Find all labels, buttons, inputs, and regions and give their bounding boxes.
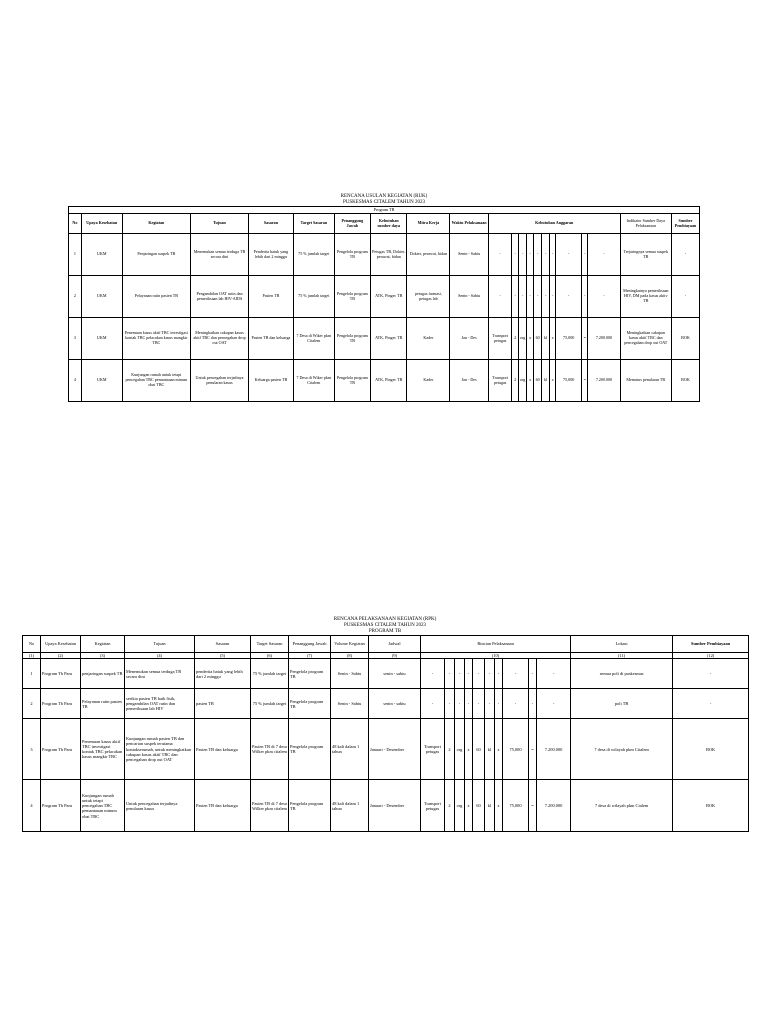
cell-rincian: - — [529, 689, 537, 719]
ruk-header-cell: Upaya Kesehatan — [81, 214, 122, 234]
cell-rincian: x — [465, 719, 473, 780]
cell-sumber-daya: ATK, Pingec TB — [371, 360, 407, 402]
cell-rincian: org — [455, 719, 465, 780]
cell-indikator: Meningkatnya pemeriksaan HIV, DM pada kasus aktiv TB — [620, 276, 671, 318]
rpk-header-cell: No — [23, 636, 41, 653]
ruk-header-cell: Penanggung Jawab — [334, 214, 370, 234]
cell-pj: Pengelola program TB — [334, 276, 370, 318]
column-number: (1) — [23, 653, 41, 659]
ruk-header-row — [69, 214, 700, 234]
table-row — [23, 780, 749, 832]
cell-volume: 48 kali dalam 1 tahun — [331, 780, 369, 832]
rpk-header-cell: Kegiatan — [81, 636, 125, 653]
cell-pj: Pengelola program TB — [289, 780, 331, 832]
ruk-header-cell: Sasaran — [248, 214, 293, 234]
ruk-header-cell: No — [69, 214, 82, 234]
cell-pembiayaan: BOK — [671, 360, 699, 402]
rpk-header-cell: Penanggung Jawab — [289, 636, 331, 653]
rpk-header-cell: Sasaran — [195, 636, 251, 653]
cell-rincian: 7.200.000 — [537, 780, 571, 832]
cell-kegiatan: Penemuan kasus aktif TBC investigasi kontak TBC pelacakan kasus mangkir TBC — [81, 719, 125, 780]
cell-rincian: - — [503, 659, 529, 689]
ruk-header-cell: Mitra Kerja — [407, 214, 450, 234]
cell-lokasi: 7 desa di wilayah pkm Cialem — [571, 780, 673, 832]
cell-rincian: 60 — [473, 719, 485, 780]
table-row — [69, 276, 700, 318]
cell-rincian: - — [421, 689, 445, 719]
cell-rincian: org — [455, 780, 465, 832]
cell-sumber-daya: ATK, Pingec TB — [371, 318, 407, 360]
rpk-header-cell: Lokasi — [571, 636, 673, 653]
cell-anggaran: - — [556, 276, 582, 318]
cell-jadwal: Januari - Desember — [369, 780, 421, 832]
cell-anggaran: - — [588, 234, 620, 276]
cell-anggaran: 75,000 — [556, 318, 582, 360]
cell-anggaran: - — [549, 276, 555, 318]
cell-anggaran: - — [582, 276, 588, 318]
cell-pembiayaan: BOK — [673, 780, 749, 832]
cell-rincian: = — [529, 719, 537, 780]
column-number: (12) — [673, 653, 749, 659]
cell-rincian: 7.200.000 — [537, 719, 571, 780]
cell-anggaran: x — [527, 318, 533, 360]
cell-upaya: UKM — [81, 360, 122, 402]
cell-rincian: 2 — [445, 719, 455, 780]
cell-target: 75 % jumlah target — [251, 689, 289, 719]
cell-kegiatan: Kunjungan rumah untuk tetapi pencegahan TBC pemantauan minum obat TBC — [81, 780, 125, 832]
column-number: (4) — [125, 653, 195, 659]
cell-anggaran: - — [488, 234, 512, 276]
rpk-header-cell: Volume Kegiatan — [331, 636, 369, 653]
cell-anggaran: - — [512, 276, 518, 318]
cell-upaya: Program Tb Paru — [41, 689, 81, 719]
cell-mitra: Kader — [407, 318, 450, 360]
cell-target: Pasien TB di 7 desa Wilker pkm citalem — [251, 780, 289, 832]
cell-anggaran: 60 — [533, 360, 542, 402]
cell-sasaran: Keluarga pasien TB — [248, 360, 293, 402]
cell-rincian: - — [485, 689, 495, 719]
cell-pj: Pengelola program TB — [289, 719, 331, 780]
cell-kegiatan: penjaringan suspek TB — [81, 659, 125, 689]
cell-no: 3 — [23, 719, 41, 780]
cell-anggaran: Transport petugas — [488, 318, 512, 360]
cell-anggaran: Transport petugas — [488, 360, 512, 402]
cell-rincian: - — [455, 689, 465, 719]
column-number: (6) — [251, 653, 289, 659]
cell-waktu: Senin - Sabtu — [450, 234, 489, 276]
cell-pj: Pengelola program TB — [289, 689, 331, 719]
cell-sumber-daya: Petugas TB, Dokter, perawat, bidan — [371, 234, 407, 276]
column-number: (7) — [289, 653, 331, 659]
cell-sasaran: Pasien TB dan keluarga — [248, 318, 293, 360]
cell-target: 75 % jumlah target — [251, 659, 289, 689]
cell-kegiatan: Kunjungan rumah untuk tetapi pencegahan TBC pemantauan minum obat TBC — [122, 360, 191, 402]
cell-anggaran: = — [582, 360, 588, 402]
cell-tujuan: Pengambilan OAT rutin dan pemeriksaan lab HIV-AIDS — [191, 276, 249, 318]
cell-anggaran: 7.200.000 — [588, 318, 620, 360]
cell-anggaran: - — [518, 234, 527, 276]
cell-waktu: Jan - Des — [450, 360, 489, 402]
cell-rincian: - — [421, 659, 445, 689]
column-number: (9) — [369, 653, 421, 659]
cell-no: 3 — [69, 318, 82, 360]
rpk-program-label: PROGRAM TB — [368, 629, 402, 634]
cell-rincian: - — [537, 689, 571, 719]
cell-anggaran: - — [533, 234, 542, 276]
cell-kegiatan: Pelayanan rutin pasien TB — [81, 689, 125, 719]
rpk-header-cell: Upaya Kesehatan — [41, 636, 81, 653]
cell-no: 4 — [23, 780, 41, 832]
rpk-header-cell: Tujuan — [125, 636, 195, 653]
cell-target: 7 Desa di Wiker pkm Citalem — [293, 360, 334, 402]
cell-pembiayaan: - — [671, 234, 699, 276]
cell-anggaran: x — [527, 360, 533, 402]
cell-anggaran: kl — [542, 318, 549, 360]
column-number: (10) — [421, 653, 571, 659]
rpk-subtitle: PUSKESMAS CITALEM TAHUN 2023 — [343, 623, 427, 628]
cell-upaya: Program Tb Paru — [41, 659, 81, 689]
cell-sasaran: pasien TB — [195, 689, 251, 719]
ruk-header-cell: Sumber Pembiayaan — [671, 214, 699, 234]
cell-target: 7 Desa di Wiker pkm Citalem — [293, 318, 334, 360]
cell-pembiayaan: - — [673, 659, 749, 689]
cell-pembiayaan: - — [673, 689, 749, 719]
cell-upaya: UKM — [81, 276, 122, 318]
cell-rincian: kl — [485, 780, 495, 832]
column-number: (3) — [81, 653, 125, 659]
column-number: (2) — [41, 653, 81, 659]
cell-rincian: - — [465, 659, 473, 689]
table-row — [23, 659, 749, 689]
cell-no: 2 — [69, 276, 82, 318]
cell-anggaran: - — [533, 276, 542, 318]
cell-waktu: Senin - Sabtu — [450, 276, 489, 318]
cell-no: 4 — [69, 360, 82, 402]
cell-anggaran: - — [549, 234, 555, 276]
cell-volume: Senin - Sabtu — [331, 659, 369, 689]
cell-kegiatan: Pelayanan rutin pasien TB — [122, 276, 191, 318]
table-row — [23, 719, 749, 780]
rpk-title: RENCANA PELAKSANAAN KEGIATAN (RPK) — [333, 617, 437, 622]
cell-indikator: Memutus penularan TB — [620, 360, 671, 402]
cell-volume: Senin - Sabtu — [331, 689, 369, 719]
cell-tujuan: Untuk pencegahan terjadinya penularan kasus — [191, 360, 249, 402]
rpk-header-row — [23, 636, 749, 653]
cell-lokasi: semua poli di puskesmas — [571, 659, 673, 689]
cell-mitra: Dokter, perawat, bidan — [407, 234, 450, 276]
cell-volume: 48 kali dalam 1 tahun — [331, 719, 369, 780]
cell-rincian: - — [503, 689, 529, 719]
cell-kegiatan: Penemuan kasus aktif TBC investigasi kontak TBC pelacakan kasus mangkir TBC — [122, 318, 191, 360]
cell-rincian: x — [495, 719, 503, 780]
cell-rincian: - — [495, 659, 503, 689]
cell-pj: Pengelola program TB — [334, 360, 370, 402]
cell-target: Pasien TB di 7 desa Wilker pkm citalem — [251, 719, 289, 780]
cell-tujuan: Kunjungan rumah pasien TB dan pencarian suspek terutama kontakserumah, untuk meningkatkan cakupan kasus aktif TBC dan pencegahan drop out OAT — [125, 719, 195, 780]
cell-pj: Pengelola program TB — [334, 318, 370, 360]
cell-anggaran: - — [527, 276, 533, 318]
cell-indikator: Terjaringnya semua suspek TB — [620, 234, 671, 276]
cell-anggaran: - — [518, 276, 527, 318]
cell-anggaran: - — [582, 234, 588, 276]
cell-anggaran: - — [527, 234, 533, 276]
cell-rincian: x — [495, 780, 503, 832]
cell-anggaran: = — [582, 318, 588, 360]
cell-jadwal: senin - sabtu — [369, 659, 421, 689]
cell-anggaran: - — [556, 234, 582, 276]
cell-anggaran: - — [542, 276, 549, 318]
cell-anggaran: - — [588, 276, 620, 318]
rpk-header-cell: Jadwal — [369, 636, 421, 653]
cell-rincian: - — [495, 689, 503, 719]
cell-mitra: petugas farmasi, petugas lab — [407, 276, 450, 318]
cell-pj: Pengelola program TB — [334, 234, 370, 276]
cell-rincian: Transport petugas — [421, 719, 445, 780]
cell-target: 75 % jumlah target — [293, 234, 334, 276]
ruk-header-cell: Waktu Pelaksanaan — [450, 214, 489, 234]
cell-pembiayaan: BOK — [673, 719, 749, 780]
ruk-header-cell: Kebutuhan Anggaran — [488, 214, 620, 234]
column-number: (8) — [331, 653, 369, 659]
rpk-header-cell: Sumber Pembiayaan — [673, 636, 749, 653]
table-row — [69, 360, 700, 402]
cell-anggaran: x — [549, 318, 555, 360]
cell-rincian: x — [465, 780, 473, 832]
rpk-header-cell: Target Sasaran — [251, 636, 289, 653]
cell-tujuan: Untuk pencegahan terjadinya penularan kasus — [125, 780, 195, 832]
rpk-document — [22, 617, 748, 832]
cell-upaya: UKM — [81, 234, 122, 276]
cell-kegiatan: Penjaringan suspek TB — [122, 234, 191, 276]
ruk-program-label: Program TB — [69, 207, 700, 214]
ruk-header-cell: Tujuan — [191, 214, 249, 234]
ruk-subtitle: PUSKESMAS CITALEM TAHUN 2023 — [342, 200, 426, 205]
cell-sasaran: penderita batuk yang lebih dari 2 minggu — [195, 659, 251, 689]
cell-jadwal: senin - sabtu — [369, 689, 421, 719]
cell-no: 1 — [23, 659, 41, 689]
cell-rincian: - — [455, 659, 465, 689]
cell-anggaran: x — [549, 360, 555, 402]
cell-lokasi: 7 desa di wilayah pkm Citalem — [571, 719, 673, 780]
cell-rincian: 75,000 — [503, 780, 529, 832]
table-row — [69, 234, 700, 276]
cell-rincian: Transport petugas — [421, 780, 445, 832]
cell-sasaran: Pasien TB dan keluarga — [195, 780, 251, 832]
cell-target: 75 % jumlah target — [293, 276, 334, 318]
cell-pembiayaan: BOK — [671, 318, 699, 360]
cell-rincian: - — [529, 659, 537, 689]
cell-rincian: kl — [485, 719, 495, 780]
cell-tujuan: Meningkatkan cakupan kasus aktif TBC dan pencegahan drop out OAT — [191, 318, 249, 360]
cell-anggaran: 2 — [512, 360, 518, 402]
cell-tujuan: serikia pasien TB baik fisik, pengambilan OAT rutin dan pemeriksaan lab HIV — [125, 689, 195, 719]
cell-anggaran: 75,000 — [556, 360, 582, 402]
cell-anggaran: 7.200.000 — [588, 360, 620, 402]
cell-upaya: Program Tb Paru — [41, 719, 81, 780]
cell-upaya: UKM — [81, 318, 122, 360]
cell-rincian: - — [537, 659, 571, 689]
cell-waktu: Jan - Des — [450, 318, 489, 360]
cell-rincian: 2 — [445, 780, 455, 832]
cell-mitra: Kader — [407, 360, 450, 402]
cell-rincian: - — [445, 659, 455, 689]
cell-tujuan: Menemukan semua terduga TB secara dini — [125, 659, 195, 689]
cell-indikator: Meningkatkan cakupan kasus aktif TBC dan pencegahan drop out OAT — [620, 318, 671, 360]
ruk-document — [68, 194, 700, 402]
cell-rincian: - — [485, 659, 495, 689]
cell-anggaran: 2 — [512, 318, 518, 360]
cell-rincian: - — [473, 689, 485, 719]
cell-upaya: Program Tb Paru — [41, 780, 81, 832]
cell-pembiayaan: - — [671, 276, 699, 318]
cell-tujuan: Menemukan semua terduga TB secara dini — [191, 234, 249, 276]
cell-no: 1 — [69, 234, 82, 276]
cell-anggaran: 60 — [533, 318, 542, 360]
cell-pj: Pengelola program TB — [289, 659, 331, 689]
cell-sasaran: Penderita batuk yang lebih dari 2 minggu — [248, 234, 293, 276]
cell-rincian: 60 — [473, 780, 485, 832]
column-number: (5) — [195, 653, 251, 659]
rpk-header-cell: Rincian Pelaksanaan — [421, 636, 571, 653]
cell-jadwal: Januari - Desember — [369, 719, 421, 780]
cell-anggaran: - — [512, 234, 518, 276]
cell-rincian: 75,000 — [503, 719, 529, 780]
cell-anggaran: - — [488, 276, 512, 318]
rpk-table — [22, 635, 749, 832]
table-row — [23, 689, 749, 719]
ruk-header-cell: Kegiatan — [122, 214, 191, 234]
cell-lokasi: poli TB — [571, 689, 673, 719]
cell-rincian: - — [445, 689, 455, 719]
ruk-header-cell: Kebutuhan sumber daya — [371, 214, 407, 234]
table-row — [69, 318, 700, 360]
cell-no: 2 — [23, 689, 41, 719]
cell-rincian: = — [529, 780, 537, 832]
cell-rincian: - — [473, 659, 485, 689]
ruk-header-cell: Target Sasaran — [293, 214, 334, 234]
cell-anggaran: kl — [542, 360, 549, 402]
column-number: (11) — [571, 653, 673, 659]
cell-anggaran: org — [518, 360, 527, 402]
cell-sasaran: Pasien TB — [248, 276, 293, 318]
cell-anggaran: org — [518, 318, 527, 360]
cell-sasaran: Pasien TB dan keluarga — [195, 719, 251, 780]
ruk-title: RENCANA USULAN KEGIATAN (RUK) — [340, 194, 428, 199]
cell-sumber-daya: ATK, Pingec TB — [371, 276, 407, 318]
ruk-table — [68, 206, 700, 402]
cell-rincian: - — [465, 689, 473, 719]
cell-anggaran: - — [542, 234, 549, 276]
ruk-header-cell: Indikator Sumber Daya Pelaksanaan — [620, 214, 671, 234]
